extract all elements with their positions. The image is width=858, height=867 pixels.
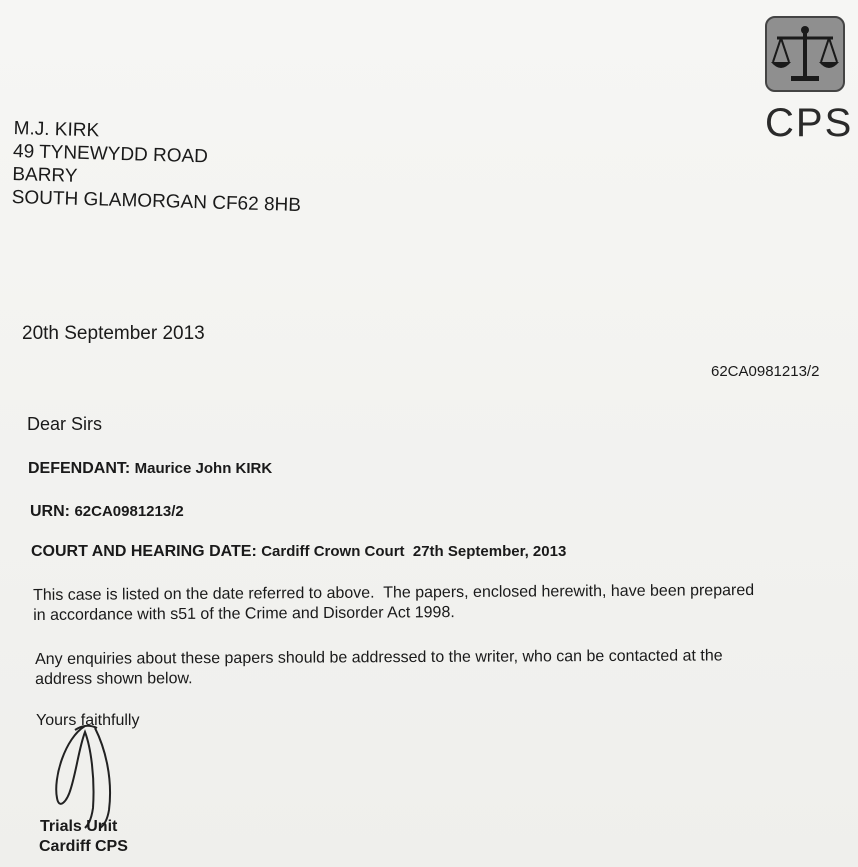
defendant-label: DEFENDANT:: [28, 460, 131, 477]
scales-of-justice-icon: [765, 16, 845, 92]
urn-field: [30, 503, 184, 521]
paragraph-enquiries: [35, 646, 845, 690]
handwritten-signature: [45, 718, 140, 833]
paragraph-listing: [33, 580, 843, 626]
defendant-field: [28, 460, 272, 478]
court-hearing-field: [31, 543, 566, 561]
recipient-region: SOUTH GLAMORGAN CF62 8HB: [11, 186, 302, 217]
urn-value: 62CA0981213/2: [74, 503, 184, 520]
paragraph-listing-line1: This case is listed on the date referred to above. The papers, enclosed herewith, have been prepared: [33, 581, 755, 604]
signoff-office: Cardiff CPS: [39, 838, 128, 855]
recipient-town: BARRY: [12, 163, 78, 187]
paragraph-enquiries-line2: address shown below.: [35, 670, 193, 688]
greeting: Dear Sirs: [27, 414, 103, 434]
reference-number: 62CA0981213/2: [711, 363, 820, 380]
cps-logo: [765, 16, 854, 145]
signoff-unit: Trials Unit: [40, 818, 118, 835]
recipient-street: 49 TYNEWYDD ROAD: [12, 140, 209, 168]
logo-text: CPS: [765, 101, 854, 145]
court-hearing-value: Cardiff Crown Court 27th September, 2013: [261, 543, 567, 560]
recipient-name: M.J. KIRK: [13, 117, 100, 142]
recipient-address: [11, 117, 303, 217]
closing-salutation: Yours faithfully: [36, 712, 140, 729]
defendant-value: Maurice John KIRK: [134, 460, 273, 477]
urn-label: URN:: [30, 503, 70, 520]
paragraph-listing-line2: in accordance with s51 of the Crime and Disorder Act 1998.: [33, 604, 455, 624]
paragraph-enquiries-line1: Any enquiries about these papers should be addressed to the writer, who can be contacted at the: [35, 647, 723, 668]
letter-date: 20th September 2013: [22, 323, 205, 344]
court-hearing-label: COURT AND HEARING DATE:: [31, 543, 257, 560]
